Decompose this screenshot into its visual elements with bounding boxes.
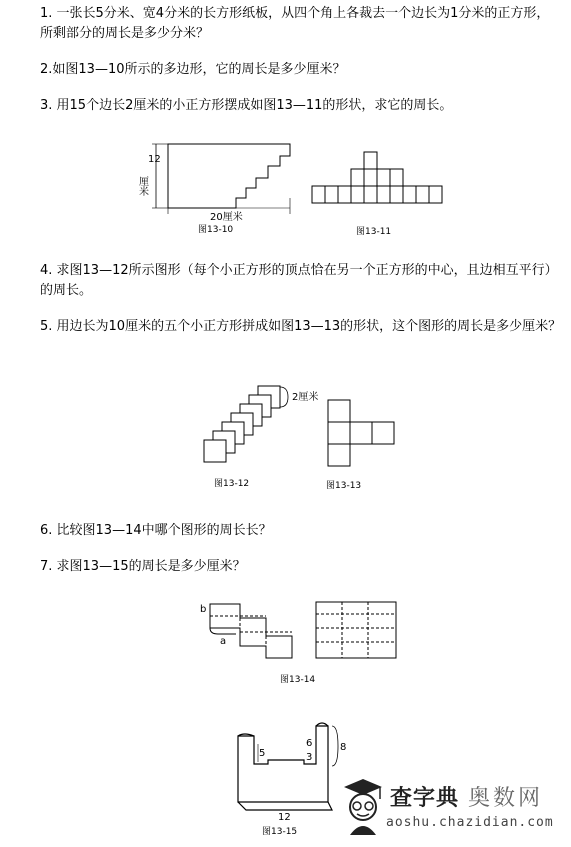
question-5-text: 5. 用边长为10厘米的五个小正方形拼成如图13—13的形状，这个图形的周长是多少厘米？: [40, 319, 562, 334]
watermark-url: aoshu.chazidian.com: [386, 815, 554, 830]
figure-13-11: [308, 150, 448, 240]
fig15-label-6: 6: [306, 738, 313, 749]
fig11-caption: 图13-11: [356, 227, 392, 237]
question-3-text: 3. 用15个边长2厘米的小正方形摆成如图13—11的形状，求它的周长。: [40, 98, 453, 113]
fig14-right-shape: [316, 602, 396, 658]
fig10-caption: 图13-10: [198, 225, 234, 235]
question-5: [14, 317, 562, 337]
question-1-text: 1. 一张长5分米、宽4分米的长方形纸板，从四个角上各裁去一个边长为1分米的正方形，所剩部分的周长是多少分米？: [40, 6, 550, 41]
fig10-width-label: 20厘米: [210, 212, 243, 223]
fig11-squares: [312, 152, 442, 203]
fig10-polygon: [168, 144, 290, 208]
question-4: [14, 261, 562, 301]
figure-13-14: [196, 598, 406, 688]
figure-13-10: [136, 136, 300, 236]
question-3: [14, 96, 562, 116]
fig10-height-value: 12: [148, 154, 161, 165]
watermark-title: 查字典: [390, 786, 460, 811]
question-6-text: 6. 比较图13—14中哪个图形的周长长？: [40, 523, 272, 538]
fig14-label-a: a: [220, 636, 227, 647]
question-1: [14, 4, 562, 44]
question-2-text: 2.如图13—10所示的多边形，它的周长是多少厘米？: [40, 62, 346, 77]
fig12-squares: [204, 386, 280, 462]
question-7: [14, 557, 562, 577]
fig15-label-5: 5: [259, 748, 266, 759]
fig12-caption: 图13-12: [214, 479, 250, 489]
fig15-shape: [238, 723, 332, 810]
question-6: [14, 521, 562, 541]
mascot-icon: [340, 777, 386, 837]
fig12-side-label: 2厘米: [292, 392, 319, 403]
fig14-caption: 图13-14: [280, 675, 316, 685]
fig13-caption: 图13-13: [326, 481, 362, 491]
watermark: [338, 775, 564, 839]
watermark-title-2: 奥数网: [468, 786, 544, 811]
fig14-left-shape: [210, 604, 292, 658]
fig13-squares: [328, 400, 394, 466]
fig15-label-8: 8: [340, 742, 347, 753]
fig15-label-3: 3: [306, 752, 313, 763]
fig15-caption: 图13-15: [262, 827, 298, 837]
fig10-height-unit: 厘米: [136, 176, 148, 196]
question-2: [14, 60, 562, 80]
question-7-text: 7. 求图13—15的周长是多少厘米？: [40, 559, 246, 574]
fig15-label-12: 12: [278, 812, 291, 823]
fig14-label-b: b: [200, 604, 207, 615]
figure-13-12: [200, 382, 340, 492]
question-4-text: 4. 求图13—12所示图形（每个小正方形的顶点恰在另一个正方形的中心，且边相互平行）的周长。: [40, 263, 558, 298]
figure-13-13: [322, 382, 402, 492]
